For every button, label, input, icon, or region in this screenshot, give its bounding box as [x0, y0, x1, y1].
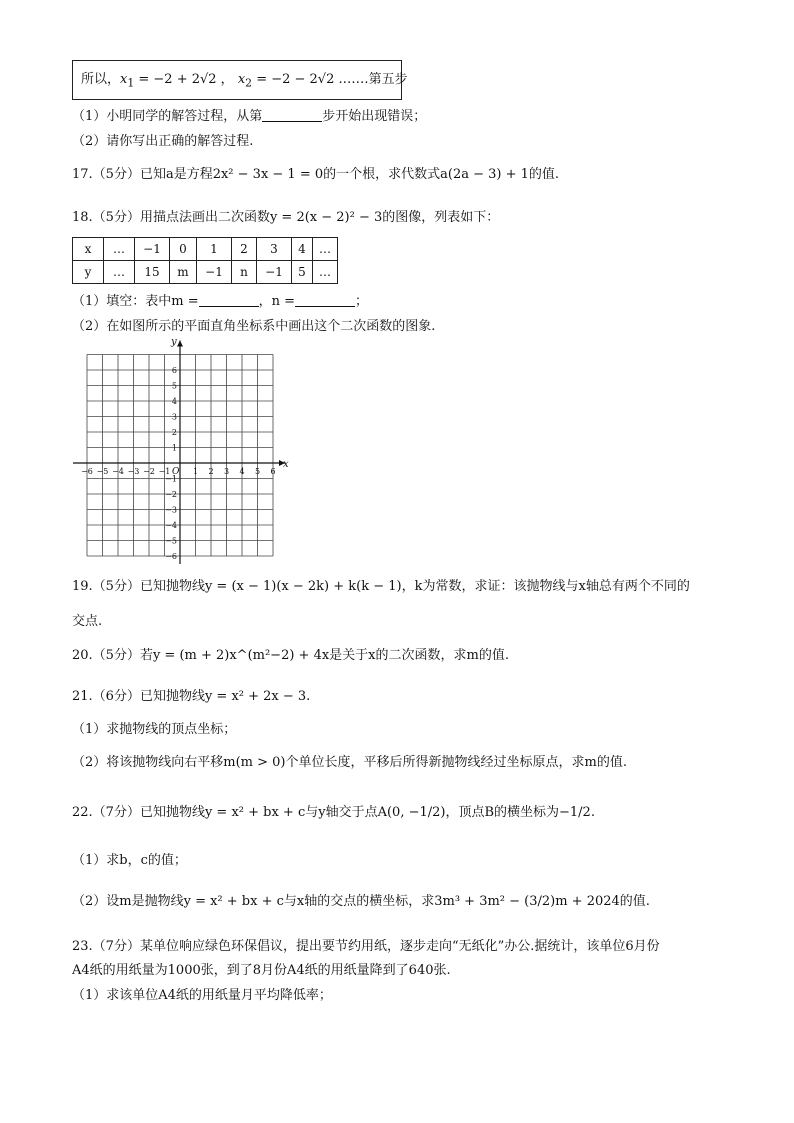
q18-part1 [72, 293, 368, 311]
coordinate-grid-svg [80, 336, 300, 561]
y-axis-label: y [171, 336, 177, 348]
table-cell: 15 [135, 261, 170, 284]
table-cell: … [313, 261, 338, 284]
question-22-part1: （1）求b，c的值； [72, 853, 187, 868]
x-tick-label: −1 [158, 467, 171, 476]
x-tick-label: 6 [270, 467, 276, 476]
table-cell: −1 [197, 261, 232, 284]
x2-eq: = −2 − 2√2 . [252, 72, 343, 87]
question-21-stem: 21.（6分）已知抛物线y = x² + 2x − 3. [72, 689, 311, 704]
origin-label: O [172, 467, 180, 477]
x-tick-label: −2 [143, 467, 155, 476]
question-21-part1: （1）求抛物线的顶点坐标； [72, 722, 237, 737]
table-cell: m [170, 261, 197, 284]
q18-blank-m[interactable] [199, 294, 259, 307]
y-tick-label: −6 [165, 552, 177, 561]
table-cell: −1 [135, 238, 170, 261]
y-tick-label: −5 [165, 536, 177, 546]
y-axis-arrow [177, 341, 183, 347]
x1-eq: = −2 + 2√2 ， [134, 72, 234, 87]
question-23-line1: 23.（7分）某单位响应绿色环保倡议，提出要节约用纸，逐步走向“无纸化”办公.据统计，该单位6月份 [72, 939, 660, 954]
y-tick-label: 1 [171, 443, 177, 453]
question-19-line2: 交点. [72, 614, 103, 629]
x-tick-label: 5 [254, 467, 261, 476]
table-cell: y [73, 261, 104, 284]
answer-box [72, 60, 408, 100]
q18-part2: （2）在如图所示的平面直角坐标系中画出这个二次函数的图象. [72, 319, 436, 334]
x-tick-label: −5 [96, 467, 109, 476]
question-20: 20.（5分）若y = (m + 2)x^(m²−2) + 4x是关于x的二次函数，求m的值. [72, 648, 509, 663]
question-23-line2: A4纸的用纸量为1000张，到了8月份A4纸的用纸量降到了640张. [72, 963, 451, 978]
value-table [72, 237, 338, 284]
question-18-stem: 18.（5分）用描点法画出二次函数y = 2(x − 2)² − 3的图像，列表如下： [72, 210, 500, 225]
q16-blank[interactable] [262, 109, 322, 122]
q18-part1-b: ，n = [258, 294, 296, 309]
answer-box-line [81, 71, 408, 93]
x-tick-label: −3 [127, 467, 140, 476]
table-cell: 3 [257, 238, 292, 261]
table-cell: 4 [292, 238, 313, 261]
x-axis-label: x [283, 459, 289, 470]
x1-label: x [120, 72, 128, 87]
y-tick-label: 2 [171, 428, 177, 437]
x2-sub: 2 [245, 76, 253, 90]
x-tick-label: 1 [192, 467, 199, 476]
table-cell: x [73, 238, 104, 261]
box-prefix: 所以， [81, 72, 121, 87]
table-cell: … [104, 261, 135, 284]
table-cell: 0 [170, 238, 197, 261]
question-21-part2: （2）将该抛物线向右平移m(m > 0)个单位长度，平移后所得新抛物线经过坐标原点，求m的值. [72, 755, 627, 770]
coordinate-grid [80, 336, 300, 561]
q18-part1-c: ； [355, 294, 369, 309]
question-23-part1: （1）求该单位A4纸的用纸量月平均降低率； [72, 988, 332, 1003]
y-tick-label: 3 [171, 412, 177, 422]
y-tick-label: −1 [165, 474, 177, 484]
box-suffix: ……第五步 [342, 72, 408, 87]
x-tick-label: 3 [223, 467, 230, 476]
y-tick-label: −4 [165, 521, 177, 530]
x-tick-label: −6 [81, 467, 93, 476]
x-tick-label: 2 [208, 467, 214, 476]
q16-part1-a: （1）小明同学的解答过程，从第 [72, 109, 263, 124]
y-tick-label: 6 [171, 366, 177, 375]
q16-part2: （2）请你写出正确的解答过程. [72, 134, 254, 149]
table-cell: … [313, 238, 338, 261]
question-22-part2: （2）设m是抛物线y = x² + bx + c与x轴的交点的横坐标，求3m³ + 3m² − (3/2)m + 2024的值. [72, 894, 650, 909]
table-cell: 5 [292, 261, 313, 284]
x1-sub: 1 [127, 76, 135, 90]
y-tick-label: 4 [171, 397, 177, 406]
table-cell: 1 [197, 238, 232, 261]
x-tick-label: −4 [112, 467, 124, 476]
x2-label: x [237, 72, 246, 87]
question-17: 17.（5分）已知a是方程2x² − 3x − 1 = 0的一个根，求代数式a(2a − 3) + 1的值. [72, 167, 560, 182]
q18-blank-n[interactable] [295, 294, 355, 307]
q18-part1-a: （1）填空：表中m = [72, 294, 199, 309]
table-row-y [73, 261, 338, 284]
question-19-line1: 19.（5分）已知抛物线y = (x − 1)(x − 2k) + k(k − 1)，k为常数，求证：该抛物线与x轴总有两个不同的 [72, 579, 690, 594]
table-cell: 2 [232, 238, 257, 261]
y-tick-label: −2 [165, 490, 177, 499]
q16-part1-b: 步开始出现错误； [322, 109, 427, 124]
x-tick-label: 4 [239, 467, 245, 476]
question-22-stem: 22.（7分）已知抛物线y = x² + bx + c与y轴交于点A(0, −1/2)，顶点B的横坐标为−1/2. [72, 805, 595, 820]
table-cell: … [104, 238, 135, 261]
q16-part1 [72, 108, 426, 126]
y-tick-label: 5 [171, 381, 177, 391]
table-row-x [73, 238, 338, 261]
table-cell: n [232, 261, 257, 284]
y-tick-label: −3 [165, 505, 177, 515]
table-cell: −1 [257, 261, 292, 284]
